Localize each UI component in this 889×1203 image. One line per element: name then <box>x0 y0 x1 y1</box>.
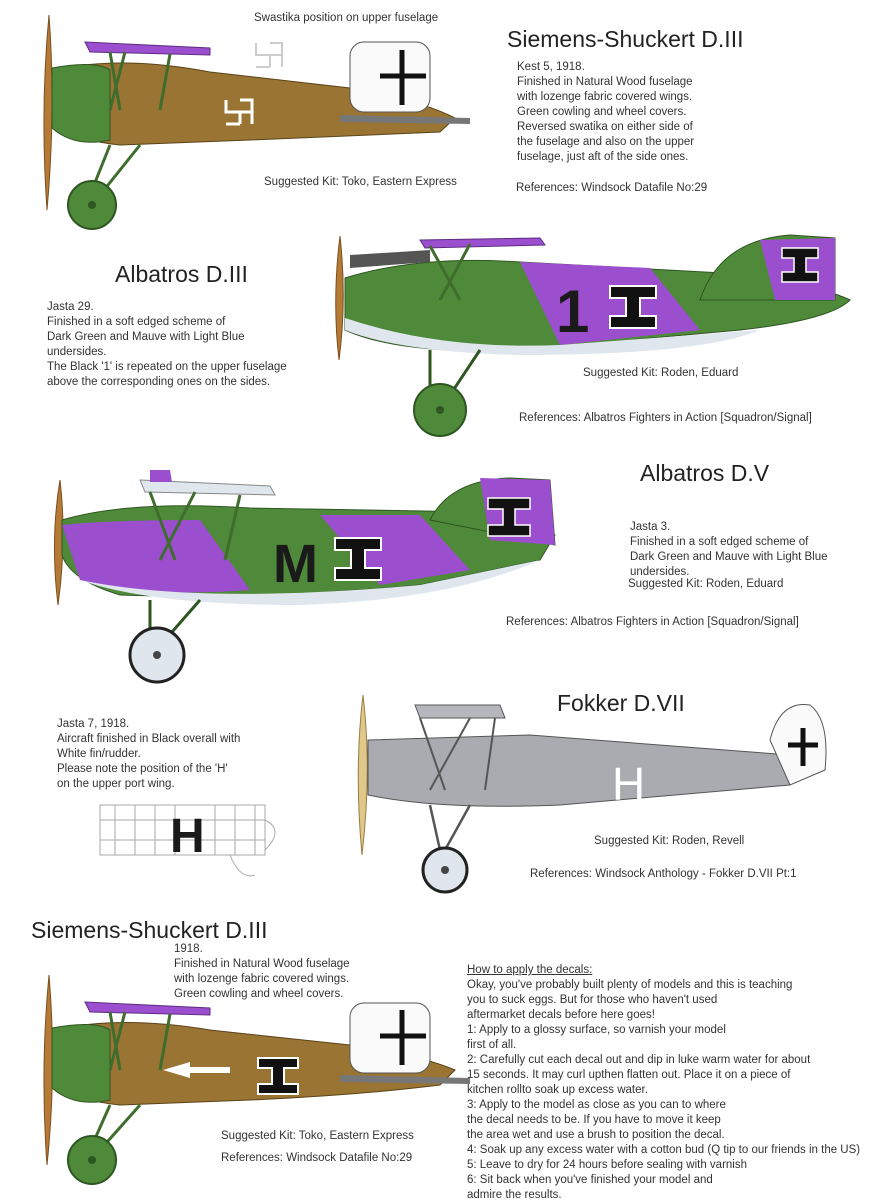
aircraft-title-ss-diii: Siemens-Shuckert D.III <box>507 26 744 52</box>
instruction-line: 5: Leave to dry for 24 hours before sealing with varnish <box>467 1159 747 1171</box>
wheel-hub <box>88 1156 96 1164</box>
cowling <box>52 1024 110 1102</box>
instruction-line: 6: Sit back when you've finished your model and <box>467 1174 713 1186</box>
suggested-kit-albatros-dv: Suggested Kit: Roden, Eduard <box>628 578 784 590</box>
suggested-kit-ss-diii-2: Suggested Kit: Toko, Eastern Express <box>221 1130 414 1142</box>
suggested-kit-ss-diii: Suggested Kit: Toko, Eastern Express <box>264 176 457 188</box>
suggested-kit-fokker-dvii: Suggested Kit: Roden, Revell <box>594 835 745 847</box>
instruction-line: 15 seconds. It may curl upthen flatten out. Place it on a piece of <box>467 1069 791 1081</box>
wing-letter-marking: H <box>170 810 205 863</box>
aircraft-title-albatros-diii: Albatros D.III <box>115 261 248 287</box>
fuselage-letter-marking: M <box>273 534 318 594</box>
aircraft-description-fokker-dvii: Jasta 7, 1918. Aircraft finished in Black overall with White fin/rudder. Please note the position of the 'H' on the upper port wing. <box>57 718 241 790</box>
instruction-line: 2: Carefully cut each decal out and dip in luke warm water for about <box>467 1054 811 1066</box>
instruction-line: 3: Apply to the model as close as you can to where <box>467 1099 726 1111</box>
instruction-line: admire the results. <box>467 1189 562 1201</box>
upper-wing <box>85 1002 210 1015</box>
upper-fuselage-caption: Swastika position on upper fuselage <box>254 12 439 24</box>
instruction-line: Okay, you've probably built plenty of models and this is teaching <box>467 979 793 991</box>
suggested-kit-albatros-diii: Suggested Kit: Roden, Eduard <box>583 367 739 379</box>
aircraft-description-ss-diii: Kest 5, 1918. Finished in Natural Wood fuselage with lozenge fabric covered wings. Green cowling and wheel covers. Reversed swatika on either side of the fuselage and also on the upper fuselage, just aft of the side ones. <box>517 61 695 163</box>
aircraft-description-albatros-diii: Jasta 29. Finished in a soft edged scheme of Dark Green and Mauve with Light Blue undersides. The Black '1' is repeated on the upper fuselage above the corresponding ones on the sides. <box>47 301 287 388</box>
references-fokker-dvii: References: Windsock Anthology - Fokker D.VII Pt:1 <box>530 868 797 880</box>
fuselage-letter-marking: H <box>612 758 646 810</box>
references-albatros-diii: References: Albatros Fighters in Action [Squadron/Signal] <box>519 412 812 424</box>
decal-instructions <box>467 963 860 1203</box>
instruction-line: kitchen rollto soak up excess water. <box>467 1084 648 1096</box>
instruction-line: 1: Apply to a glossy surface, so varnish your model <box>467 1024 726 1036</box>
references-albatros-dv: References: Albatros Fighters in Action [Squadron/Signal] <box>506 616 799 628</box>
instructions-heading: How to apply the decals: <box>467 964 593 976</box>
instruction-line: you to suck eggs. But for those who haven't used <box>467 994 718 1006</box>
propeller <box>44 975 53 1165</box>
instruction-line: aftermarket decals before here goes! <box>467 1009 655 1021</box>
aircraft-description-ss-diii-2: 1918. Finished in Natural Wood fuselage with lozenge fabric covered wings. Green cowling and wheel covers. <box>174 943 350 1000</box>
aircraft-title-albatros-dv: Albatros D.V <box>640 460 770 486</box>
references-ss-diii: References: Windsock Datafile No:29 <box>516 182 708 194</box>
aircraft-title-ss-diii-2: Siemens-Shuckert D.III <box>31 917 268 943</box>
instruction-line: the decal needs to be. If you have to move it keep <box>467 1114 721 1126</box>
references-ss-diii-2: References: Windsock Datafile No:29 <box>221 1152 413 1164</box>
aircraft-title-fokker-dvii: Fokker D.VII <box>557 690 685 716</box>
instruction-line: 4: Soak up any excess water with a cotton bud (Q tip to our friends in the US) <box>467 1144 861 1156</box>
aircraft-description-albatros-dv: Jasta 3. Finished in a soft edged scheme of Dark Green and Mauve with Light Blue undersides. <box>630 521 828 578</box>
fuselage-number-marking: 1 <box>556 278 590 345</box>
instruction-line: the area wet and use a brush to position the decal. <box>467 1129 725 1141</box>
instruction-line: first of all. <box>467 1039 517 1051</box>
